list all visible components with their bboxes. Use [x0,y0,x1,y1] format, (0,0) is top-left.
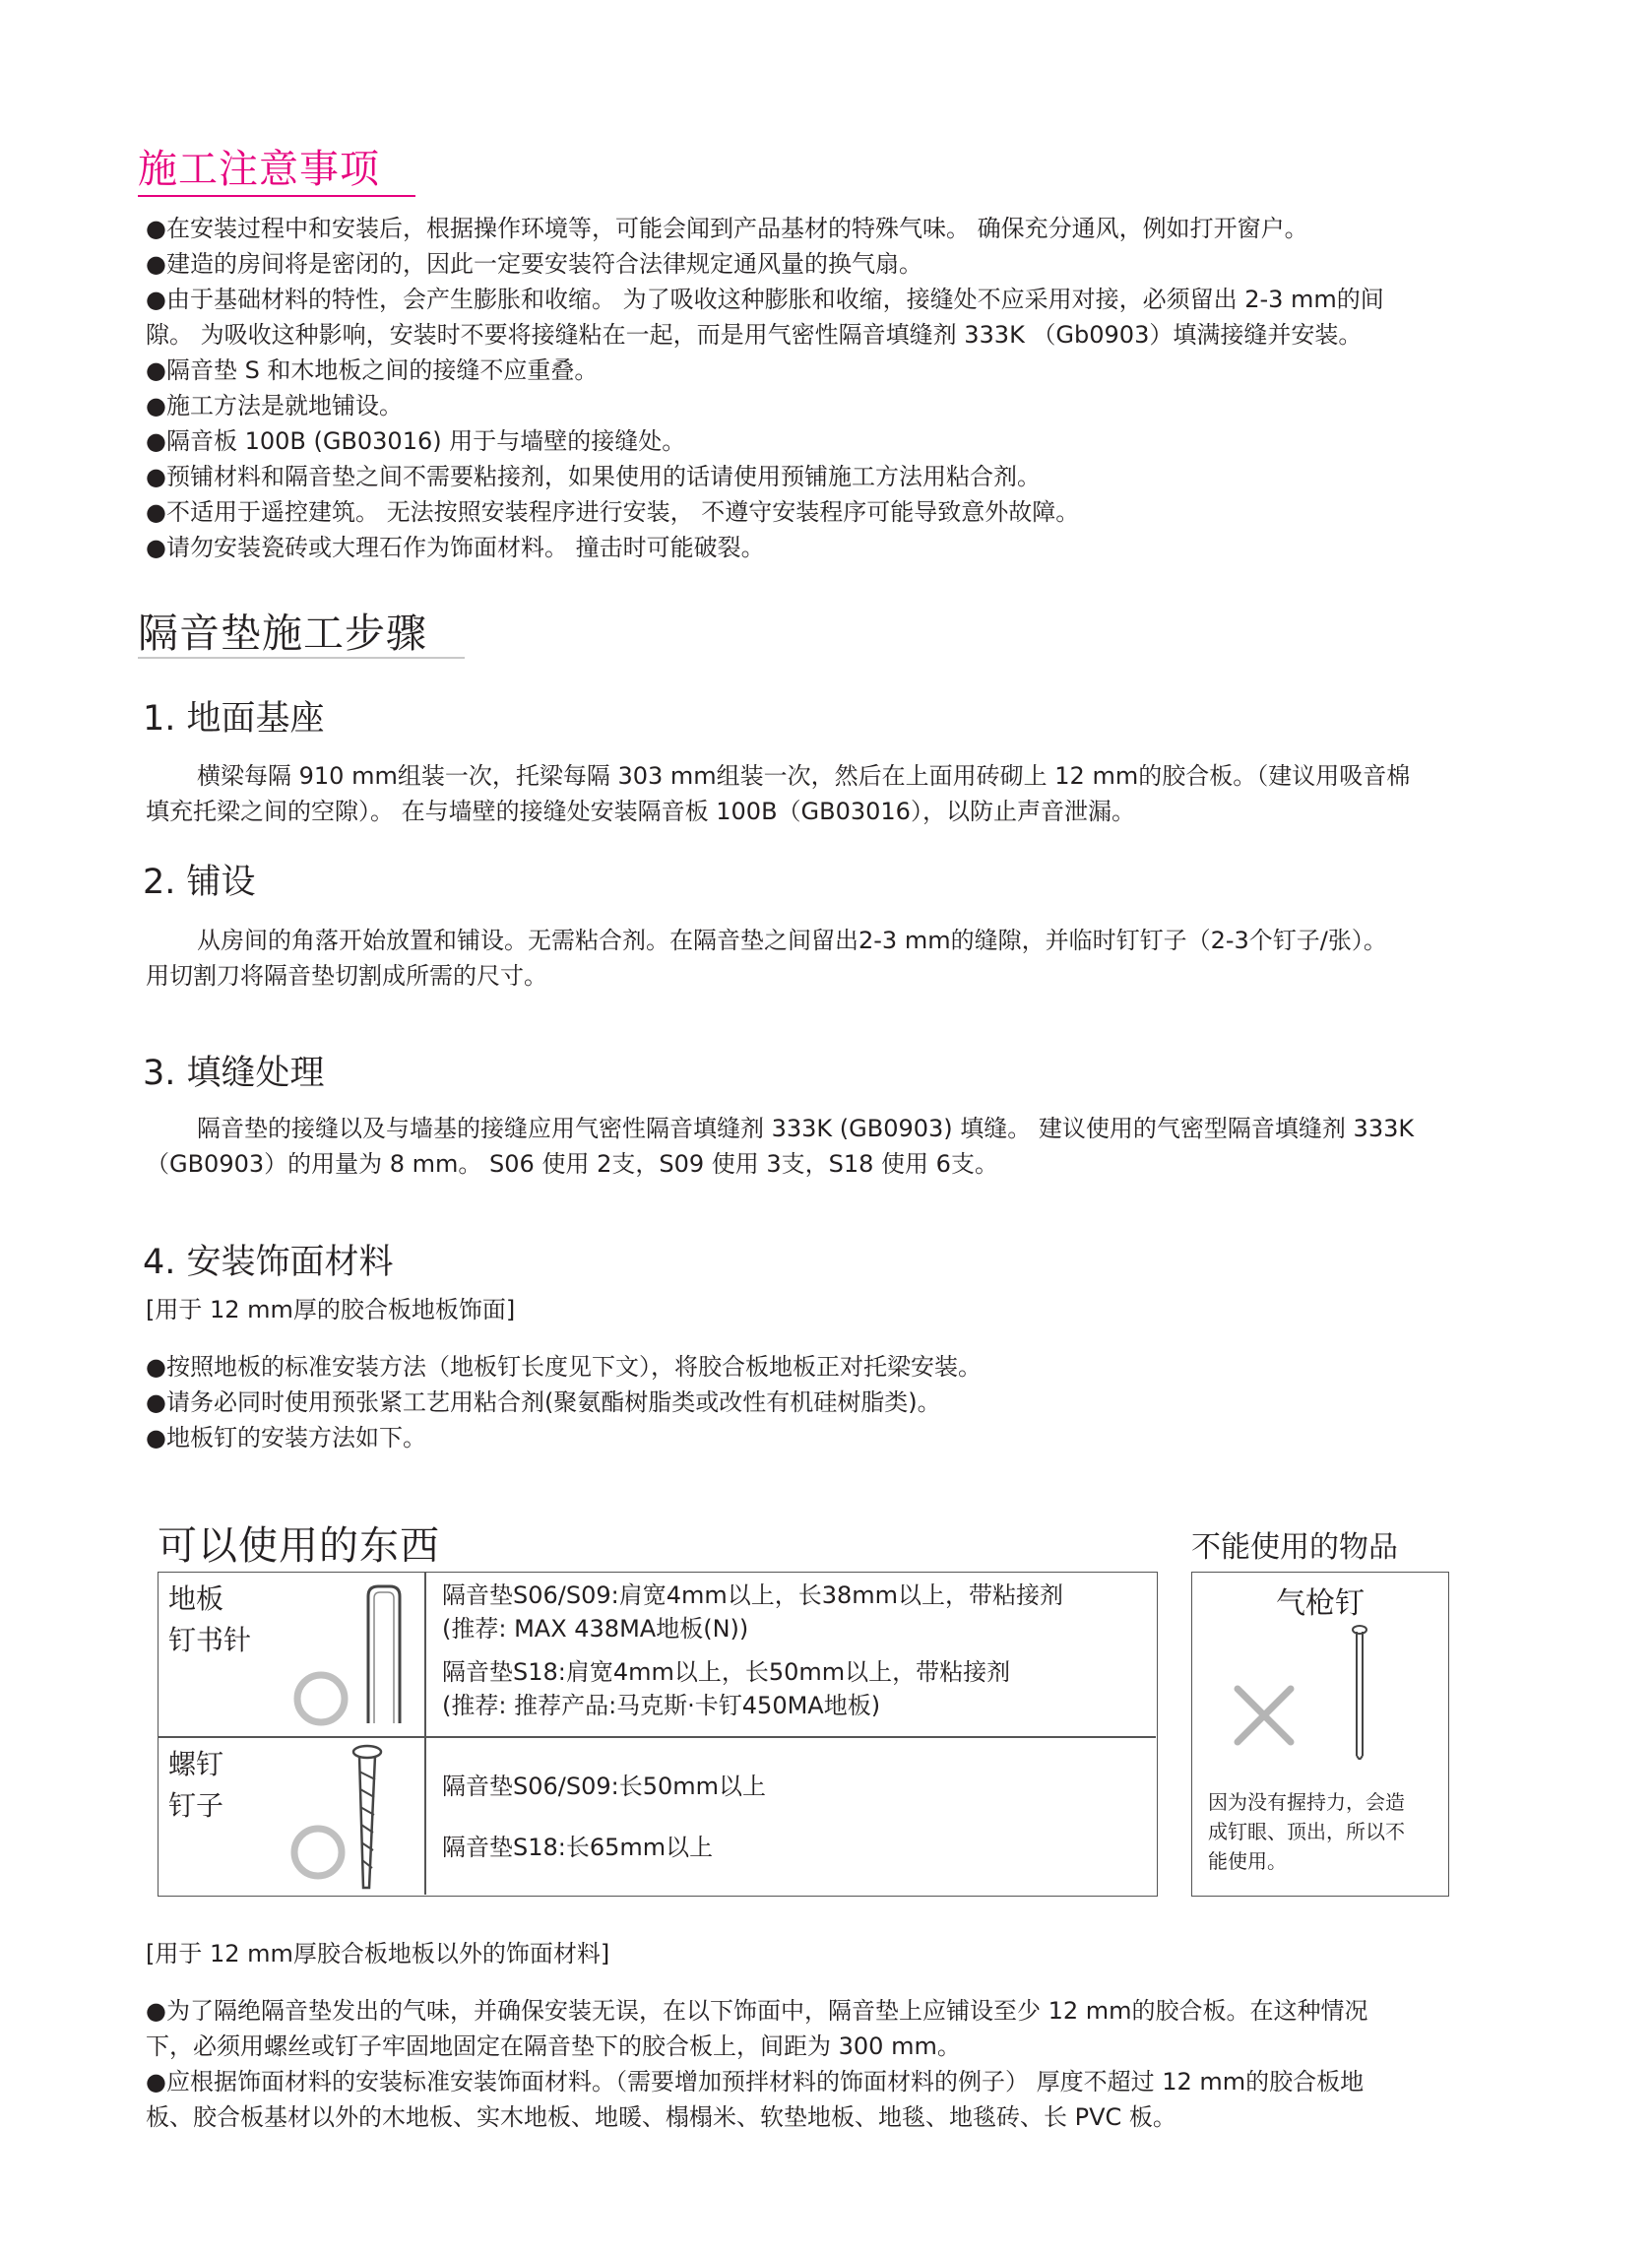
step1-heading: 1. 地面基座 [143,699,325,739]
row1-label [168,1579,251,1661]
row2-label [168,1744,223,1827]
step3-line: 隔音垫的接缝以及与墙基的接缝应用气密性隔音填缝剂 333K (GB0903) 填缝。 建议使用的气密型隔音填缝剂 333K [197,1115,1415,1142]
row2-text-line: 隔音垫S18:长65mm以上 [442,1834,714,1861]
cross-icon [1230,1681,1299,1750]
row1-text-line: 隔音垫S18:肩宽4mm以上，长50mm以上，带粘接剂 [442,1658,1011,1686]
step4-item: ●请务必同时使用预张紧工艺用粘合剂(聚氨酯树脂类或改性有机硅树脂类)。 [146,1388,941,1416]
other-finish-line: ●为了隔绝隔音垫发出的气味，并确保安装无误，在以下饰面中，隔音垫上应铺设至少 12 mm的胶合板。在这种情况 [146,1997,1368,2025]
row1-text-line: 隔音垫S06/S09:肩宽4mm以上，长38mm以上，带粘接剂 [442,1581,1064,1609]
usable-title: 可以使用的东西 [158,1523,440,1569]
step4-item: ●地板钉的安装方法如下。 [146,1424,426,1451]
row2-text-line: 隔音垫S06/S09:长50mm以上 [442,1773,767,1800]
unusable-note-line: 能使用。 [1208,1849,1287,1873]
procedure-title: 隔音垫施工步骤 [138,610,427,657]
step2-line: 用切割刀将隔音垫切割成所需的尺寸。 [146,962,547,990]
note-item: ●隔音垫 S 和木地板之间的接缝不应重叠。 [146,356,599,384]
step3-line: （GB0903）的用量为 8 mm。 S06 使用 2支，S09 使用 3支，S18 使用 6支。 [146,1150,998,1178]
notes-title: 施工注意事项 [138,147,380,192]
step4-subheading: [用于 12 mm厚的胶合板地板饰面] [146,1296,516,1323]
step1-line: 横梁每隔 910 mm组装一次，托梁每隔 303 mm组装一次，然后在上面用砖砌上 12 mm的胶合板。（建议用吸音棉 [197,762,1411,790]
other-finish-line: 下，必须用螺丝或钉子牢固地固定在隔音垫下的胶合板上，间距为 300 mm。 [146,2032,961,2060]
note-item: 隙。 为吸收这种影响，安装时不要将接缝粘在一起，而是用气密性隔音填缝剂 333K （Gb0903）填满接缝并安装。 [146,321,1363,349]
step2-heading: 2. 铺设 [143,863,256,902]
staple-icon [282,1580,419,1728]
row2-label-line: 螺钉 [168,1748,224,1780]
row1-text-line: (推荐: 推荐产品:马克斯·卡钉450MA地板) [442,1692,881,1719]
note-item: ●不适用于遥控建筑。 无法按照安装程序进行安装， 不遵守安装程序可能导致意外故障。 [146,498,1080,526]
note-item: ●请勿安装瓷砖或大理石作为饰面材料。 撞击时可能破裂。 [146,534,765,561]
step4-list [146,1349,982,1455]
unusable-box [1191,1572,1449,1897]
other-finish-list [146,1993,1368,2135]
procedure-title-underline [138,657,465,659]
other-finish-subheading: [用于 12 mm厚胶合板地板以外的饰面材料] [146,1940,610,1967]
step3-heading: 3. 填缝处理 [143,1054,325,1093]
row1-label-line: 地板 [168,1582,224,1615]
note-item: ●隔音板 100B (GB03016) 用于与墙壁的接缝处。 [146,427,686,455]
step4-item: ●按照地板的标准安装方法（地板钉长度见下文），将胶合板地板正对托梁安装。 [146,1353,982,1381]
screw-icon [267,1742,424,1894]
row2-label-line: 钉子 [168,1789,224,1822]
notes-list [146,211,1384,565]
table-divider [424,1573,426,1895]
unusable-note-line: 成钉眼、顶出，所以不 [1208,1820,1405,1843]
unusable-note [1208,1787,1405,1876]
unusable-note-line: 因为没有握持力，会造 [1208,1790,1405,1814]
note-item: ●由于基础材料的特性，会产生膨胀和收缩。 为了吸收这种膨胀和收缩，接缝处不应采用对接，必须留出 2-3 mm的间 [146,286,1384,313]
unusable-item: 气枪钉 [1276,1586,1365,1621]
table-divider [159,1736,1156,1738]
unusable-title: 不能使用的物品 [1191,1530,1398,1565]
other-finish-line: 板、胶合板基材以外的木地板、实木地板、地暖、榻榻米、软垫地板、地毯、地毯砖、长 PVC 板。 [146,2103,1176,2131]
note-item: ●建造的房间将是密闭的，因此一定要安装符合法律规定通风量的换气扇。 [146,250,922,278]
other-finish-line: ●应根据饰面材料的安装标准安装饰面材料。（需要增加预拌材料的饰面材料的例子） 厚度不超过 12 mm的胶合板地 [146,2068,1365,2096]
note-item: ●在安装过程中和安装后，根据操作环境等，可能会闻到产品基材的特殊气味。 确保充分通风，例如打开窗户。 [146,215,1308,242]
note-item: ●施工方法是就地铺设。 [146,392,403,419]
usable-table [158,1572,1158,1897]
step1-line: 填充托梁之间的空隙）。 在与墙壁的接缝处安装隔音板 100B（GB03016），以防止声音泄漏。 [146,798,1135,825]
step4-heading: 4. 安装饰面材料 [143,1243,394,1282]
row1-text [442,1579,1063,1722]
note-item: ●预铺材料和隔音垫之间不需要粘接剂，如果使用的话请使用预铺施工方法用粘合剂。 [146,463,1041,490]
row1-text-line: (推荐: MAX 438MA地板(N)) [442,1615,749,1643]
step2-line: 从房间的角落开始放置和铺设。无需粘合剂。在隔音垫之间留出2-3 mm的缝隙，并临时钉钉子（2-3个钉子/张）。 [197,927,1387,954]
notes-title-underline [138,195,415,197]
row1-label-line: 钉书针 [168,1624,252,1656]
